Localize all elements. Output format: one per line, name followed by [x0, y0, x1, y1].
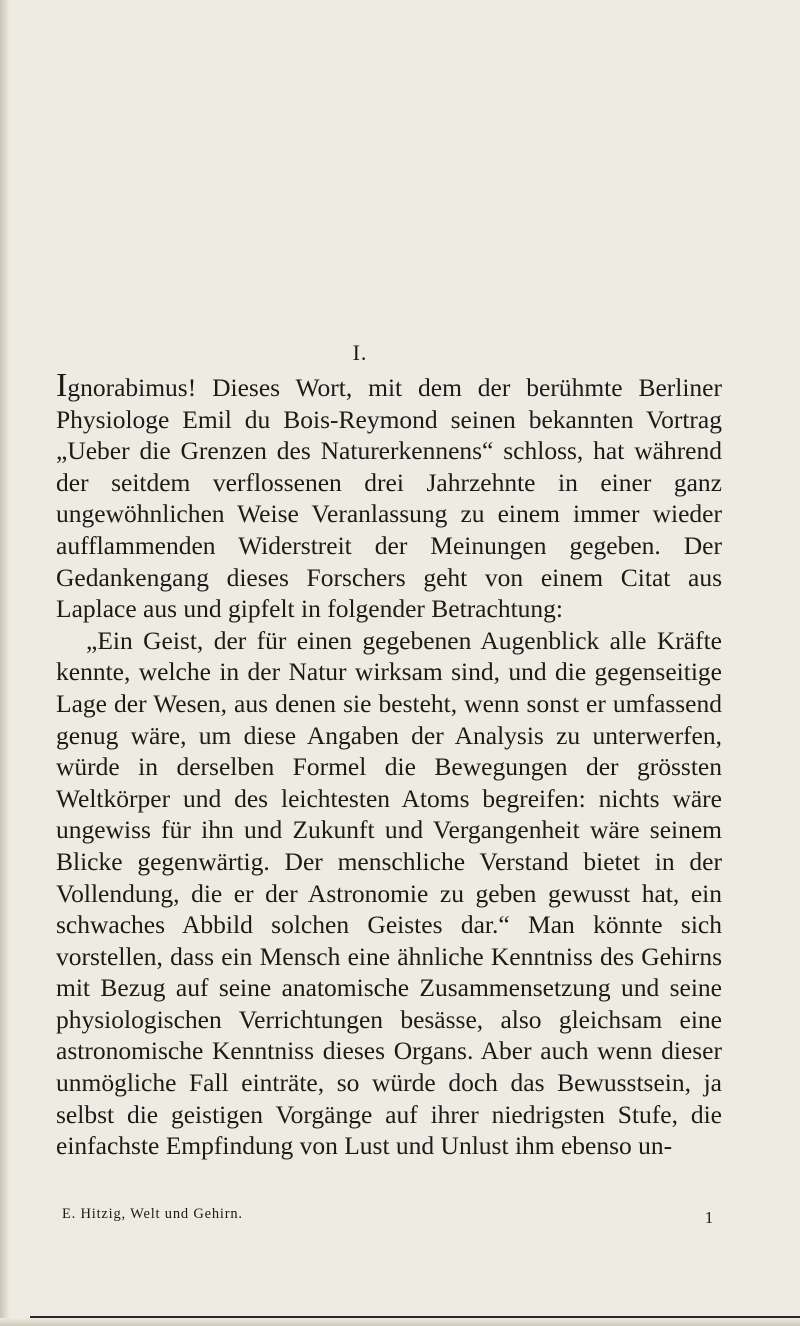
- page-edge-shadow: [0, 0, 10, 1326]
- page-footer: [62, 1206, 714, 1227]
- page-bottom-shadow: [0, 1318, 800, 1326]
- sheet-signature: 1: [704, 1208, 714, 1227]
- paragraph-1-text: gnorabimus! Dieses Wort, mit dem der berühmte Berliner Physiologe Emil du Bois-Reymond seinen bekannten Vortrag „Ueber die Grenzen des Naturerkennens“ schloss, hat während der seitdem verflossenen drei Jahrzehnte in einer ganz ungewöhnlichen Weise Veranlassung zu einem immer wieder aufflammenden Widerstreit der Meinungen gegeben. Der Gedankengang dieses Forschers geht von einem Citat aus Laplace aus und gipfelt in folgender Betrachtung:: [56, 373, 722, 624]
- paragraph-1: [56, 367, 722, 625]
- chapter-heading: I.: [352, 340, 368, 365]
- footer-signature-line: E. Hitzig, Welt und Gehirn.: [62, 1206, 243, 1222]
- paragraph-2: „Ein Geist, der für einen gegebenen Augenblick alle Kräfte kennte, welche in der Natur wirksam sind, und die gegenseitige Lage der Wesen, aus denen sie besteht, wenn sonst er umfassend genug wäre, um diese Angaben der Analysis zu unterwerfen, würde in derselben Formel die Bewegungen der grössten Weltkörper und des leichtesten Atoms begreifen: nichts wäre ungewiss für ihn und Zukunft und Vergangenheit wäre seinem Blicke gegenwärtig. Der menschliche Verstand bietet in der Vollendung, die er der Astronomie zu geben gewusst hat, ein schwaches Abbild solchen Geistes dar.“ Man könnte sich vorstellen, dass ein Mensch eine ähnliche Kenntniss des Gehirns mit Bezug auf seine anatomische Zusammensetzung und seine physiologischen Verrichtungen besässe, also gleichsam eine astronomische Kenntniss dieses Organs. Aber auch wenn dieser unmögliche Fall einträte, so würde doch das Bewusstsein, ja selbst die geistigen Vorgänge auf ihrer niedrigsten Stufe, die einfachste Empfindung von Lust und Unlust ihm ebenso un-: [56, 625, 722, 1161]
- body-text: [56, 367, 722, 1162]
- initial-letter: I: [56, 367, 68, 404]
